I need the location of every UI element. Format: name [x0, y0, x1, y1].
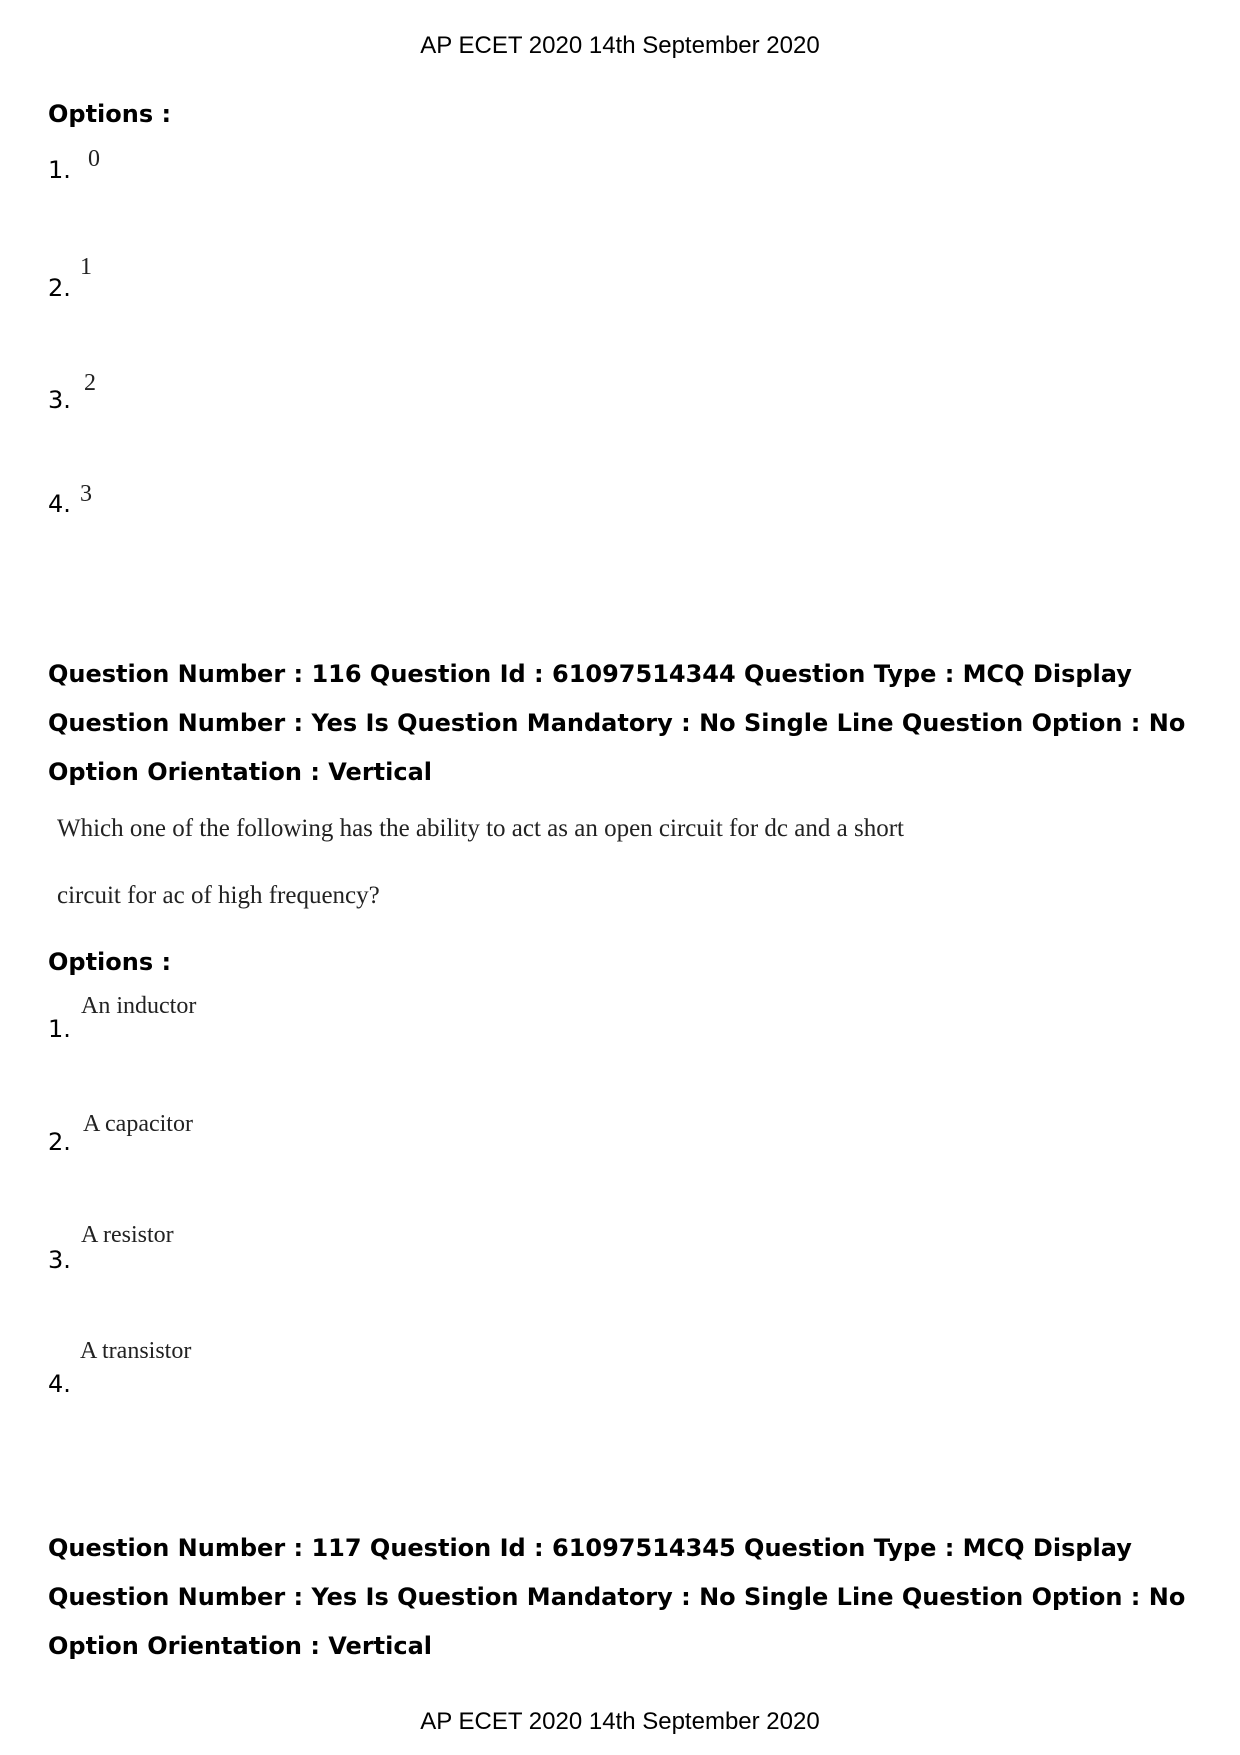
option-value: 3 — [80, 481, 92, 507]
page-footer: AP ECET 2020 14th September 2020 — [420, 1708, 820, 1735]
option-value: 1 — [80, 254, 92, 280]
option-number: 3. — [48, 1246, 71, 1274]
page-header: AP ECET 2020 14th September 2020 — [420, 32, 820, 59]
option-value: 0 — [88, 146, 100, 172]
option-number: 1. — [48, 1015, 71, 1043]
option-value: A capacitor — [83, 1111, 193, 1137]
option-value: A resistor — [81, 1222, 174, 1248]
options-label: Options : — [48, 100, 172, 128]
option-number: 2. — [48, 274, 71, 302]
question-text: circuit for ac of high frequency? — [57, 882, 380, 909]
option-number: 4. — [48, 490, 71, 518]
question-meta: Question Number : 117 Question Id : 61097514345 Question Type : MCQ Display Question Number : Yes Is Question Mandatory : No Single Line Question Option : No Option Orientation : Vertical — [48, 1534, 1186, 1660]
options-label: Options : — [48, 948, 172, 976]
option-number: 1. — [48, 156, 71, 184]
option-number: 2. — [48, 1128, 71, 1156]
question-text: Which one of the following has the ability to act as an open circuit for dc and a short — [57, 815, 904, 842]
question-meta: Question Number : 116 Question Id : 61097514344 Question Type : MCQ Display Question Number : Yes Is Question Mandatory : No Single Line Question Option : No Option Orientation : Vertical — [48, 660, 1186, 786]
option-value: An inductor — [81, 993, 197, 1019]
option-value: 2 — [84, 370, 96, 396]
option-value: A transistor — [80, 1338, 192, 1364]
option-number: 3. — [48, 386, 71, 414]
option-number: 4. — [48, 1370, 71, 1398]
